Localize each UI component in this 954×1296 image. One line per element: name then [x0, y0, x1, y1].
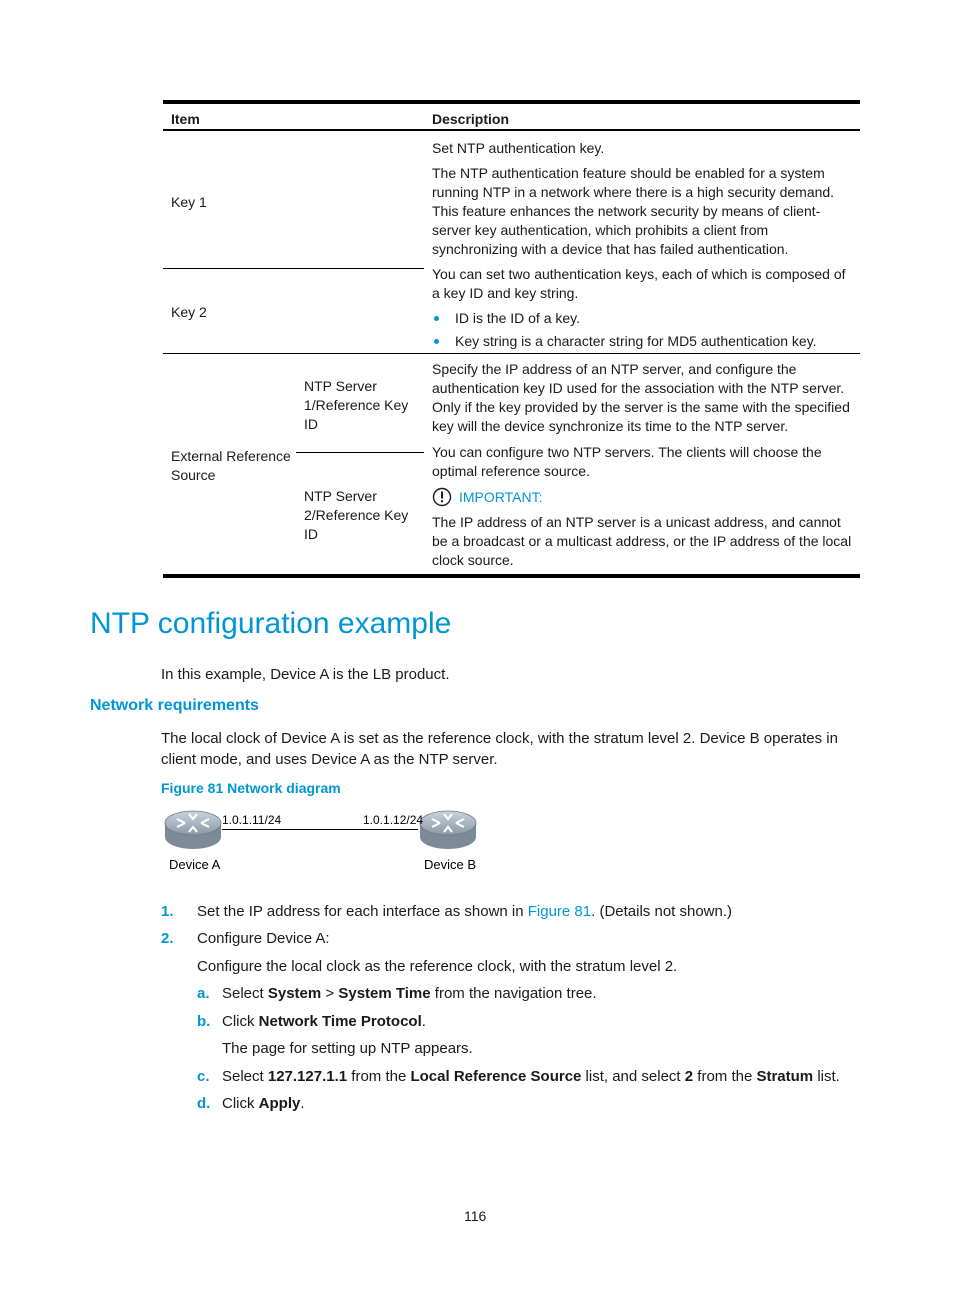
ip-label-device-b: 1.0.1.12/24 — [363, 813, 424, 827]
step-2: 2. Configure Device A: — [161, 930, 330, 947]
key1-item: Key 1 — [171, 194, 207, 210]
table-top-rule — [163, 100, 860, 104]
ip-label-device-a: 1.0.1.11/24 — [222, 813, 282, 827]
key2-item: Key 2 — [171, 304, 207, 320]
important-label: IMPORTANT: — [459, 488, 543, 505]
figure-81-link[interactable]: Figure 81 — [527, 903, 592, 920]
key2-desc: You can set two authentication keys, each of which is composed of a key ID and key string. — [432, 266, 846, 301]
intro-text: In this example, Device A is the LB product. — [161, 666, 450, 683]
ntp-server2-description — [432, 443, 856, 576]
bullet-icon — [434, 339, 439, 344]
figure-caption: Figure 81 Network diagram — [161, 780, 341, 796]
section-title: NTP configuration example — [90, 607, 452, 640]
network-link — [222, 829, 418, 830]
device-b-label: Device B — [424, 857, 477, 872]
important-icon — [432, 487, 454, 507]
router-icon — [163, 809, 223, 853]
important-note — [432, 487, 856, 507]
important-text: The IP address of an NTP server is a unicast address, and cannot be a broadcast or a multicast address, or the IP address of the local clock source. — [432, 514, 852, 568]
key2-description — [432, 265, 856, 355]
subsection-title: Network requirements — [90, 697, 259, 714]
step-number: 1. — [161, 903, 174, 920]
bullet-icon — [434, 316, 439, 321]
substep-c: c. Select 127.127.1.1 from the Local Reference Source list, and select 2 from the Stratum list. — [197, 1068, 840, 1085]
page-number: 116 — [464, 1208, 487, 1224]
key1-desc-line2: The NTP authentication feature should be enabled for a system running NTP in a network where there is a high security demand. This feature enhances the network security by means of client-server key authentication, which prohibits a client from synchronizing with a device that has failed authentication. — [432, 165, 835, 257]
ntp-server2-item: NTP Server 2/Reference Key ID — [304, 488, 409, 542]
router-icon — [418, 809, 478, 853]
ntp-server1-item: NTP Server 1/Reference Key ID — [304, 378, 409, 432]
key1-description — [432, 139, 856, 265]
substep-b: b. Click Network Time Protocol. — [197, 1013, 426, 1030]
external-item: External Reference Source — [171, 448, 291, 483]
ntp-server2-desc: You can configure two NTP servers. The clients will choose the optimal reference source. — [432, 444, 822, 479]
substep-d: d. Click Apply. — [197, 1095, 305, 1112]
header-item: Item — [171, 111, 200, 127]
step-number: 2. — [161, 930, 174, 947]
step-2-detail: Configure the local clock as the reference clock, with the stratum level 2. — [197, 958, 678, 975]
device-a-label: Device A — [169, 857, 221, 872]
requirements-text: The local clock of Device A is set as the reference clock, with the stratum level 2. Device B operates in client mode, and uses Device A as the NTP server. — [161, 730, 838, 768]
bullet-item: ID is the ID of a key. — [432, 309, 856, 328]
header-bottom-rule — [163, 129, 860, 131]
substep-b-detail: The page for setting up NTP appears. — [222, 1040, 473, 1057]
key1-desc-line1: Set NTP authentication key. — [432, 140, 605, 156]
step-1: 1. Set the IP address for each interface as shown in Figure 81. (Details not shown.) — [161, 903, 733, 920]
table-bottom-rule — [163, 574, 860, 578]
header-description: Description — [432, 111, 510, 127]
subrow-divider — [296, 452, 424, 453]
bullet-item: Key string is a character string for MD5 authentication key. — [432, 332, 856, 351]
ntp-server1-description: Specify the IP address of an NTP server, and configure the authentication key ID used for the association with the NTP server. Only if the key provided by the server is the same with the specified key will the device synchronize its time to the NTP server. — [432, 361, 850, 434]
key-divider — [163, 268, 424, 269]
substep-a: a. Select System > System Time from the navigation tree. — [197, 985, 597, 1002]
row-divider — [163, 353, 860, 354]
